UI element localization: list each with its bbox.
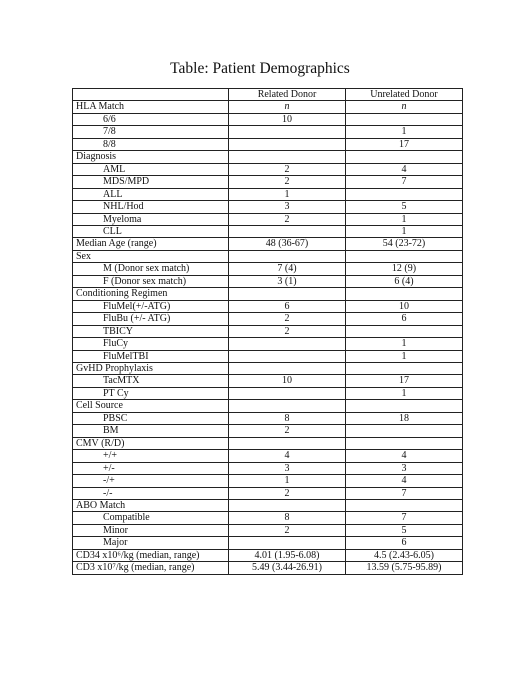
unrelated-donor-cell: 7 (346, 487, 463, 499)
row-label-cell: FluCy (73, 338, 229, 350)
table-row (73, 238, 463, 250)
unrelated-donor-cell: 1 (346, 225, 463, 237)
table-row (73, 163, 463, 175)
related-donor-cell: 2 (229, 487, 346, 499)
row-label-cell: Cell Source (73, 400, 229, 412)
table-row (73, 375, 463, 387)
row-label-cell: Median Age (range) (73, 238, 229, 250)
unrelated-donor-cell: 5 (346, 524, 463, 536)
related-donor-cell (229, 537, 346, 549)
related-donor-cell: 2 (229, 325, 346, 337)
row-label-cell: -/+ (73, 475, 229, 487)
table-row (73, 425, 463, 437)
unrelated-donor-cell: 5 (346, 201, 463, 213)
table-row (73, 412, 463, 424)
unrelated-donor-cell (346, 288, 463, 300)
related-donor-cell: 10 (229, 375, 346, 387)
related-donor-cell: 8 (229, 412, 346, 424)
table-row (73, 325, 463, 337)
related-donor-cell: 2 (229, 176, 346, 188)
related-donor-cell (229, 499, 346, 511)
related-donor-cell (229, 437, 346, 449)
related-donor-cell (229, 400, 346, 412)
table-row (73, 225, 463, 237)
column-header-related-donor: Related Donor (229, 89, 346, 101)
table-row (73, 176, 463, 188)
related-donor-cell: 1 (229, 475, 346, 487)
table-row (73, 499, 463, 511)
unrelated-donor-cell: 12 (9) (346, 263, 463, 275)
related-donor-cell: 48 (36-67) (229, 238, 346, 250)
related-donor-cell: 5.49 (3.44-26.91) (229, 562, 346, 574)
related-donor-cell: 2 (229, 524, 346, 536)
related-donor-cell (229, 126, 346, 138)
row-label-cell: Conditioning Regimen (73, 288, 229, 300)
row-label-cell: FluMelTBI (73, 350, 229, 362)
unrelated-donor-cell (346, 437, 463, 449)
row-label-cell: 8/8 (73, 138, 229, 150)
unrelated-donor-cell (346, 151, 463, 163)
row-label-cell: +/- (73, 462, 229, 474)
unrelated-donor-cell (346, 400, 463, 412)
related-donor-cell: 3 (229, 462, 346, 474)
row-label-cell: Minor (73, 524, 229, 536)
row-label-cell: CLL (73, 225, 229, 237)
related-donor-cell (229, 362, 346, 374)
header-row (73, 89, 463, 101)
column-header-label (73, 89, 229, 101)
related-donor-cell (229, 350, 346, 362)
related-donor-cell (229, 250, 346, 262)
row-label-cell: ALL (73, 188, 229, 200)
table-row (73, 487, 463, 499)
table-row (73, 138, 463, 150)
related-donor-cell: 1 (229, 188, 346, 200)
row-label-cell: TBICY (73, 325, 229, 337)
related-donor-cell: 10 (229, 113, 346, 125)
table-row (73, 151, 463, 163)
unrelated-donor-cell: 3 (346, 462, 463, 474)
related-donor-cell (229, 288, 346, 300)
row-label-cell: CD34 x10⁶/kg (median, range) (73, 549, 229, 561)
row-label-cell: FluMel(+/-ATG) (73, 300, 229, 312)
unrelated-donor-cell: 13.59 (5.75-95.89) (346, 562, 463, 574)
unrelated-donor-cell: 4 (346, 450, 463, 462)
related-donor-cell: 4.01 (1.95-6.08) (229, 549, 346, 561)
table-header (73, 89, 463, 101)
table-row (73, 450, 463, 462)
table-title: Table: Patient Demographics (170, 60, 350, 77)
unrelated-donor-cell: 1 (346, 338, 463, 350)
unrelated-donor-cell (346, 188, 463, 200)
table-row (73, 462, 463, 474)
table-row (73, 126, 463, 138)
row-label-cell: Diagnosis (73, 151, 229, 163)
table-row (73, 313, 463, 325)
related-donor-cell: 2 (229, 163, 346, 175)
related-donor-cell (229, 225, 346, 237)
table-row (73, 300, 463, 312)
unrelated-donor-cell: 4 (346, 475, 463, 487)
related-donor-cell: n (229, 101, 346, 113)
table-row (73, 275, 463, 287)
unrelated-donor-cell: 6 (346, 313, 463, 325)
unrelated-donor-cell: 17 (346, 375, 463, 387)
unrelated-donor-cell: 4 (346, 163, 463, 175)
unrelated-donor-cell: 18 (346, 412, 463, 424)
table-row (73, 113, 463, 125)
unrelated-donor-cell: 1 (346, 213, 463, 225)
row-label-cell: PBSC (73, 412, 229, 424)
unrelated-donor-cell: 1 (346, 126, 463, 138)
table-body (73, 101, 463, 574)
table-row (73, 201, 463, 213)
related-donor-cell (229, 387, 346, 399)
table-row (73, 263, 463, 275)
table-row (73, 387, 463, 399)
unrelated-donor-cell (346, 250, 463, 262)
row-label-cell: BM (73, 425, 229, 437)
unrelated-donor-cell (346, 362, 463, 374)
row-label-cell: F (Donor sex match) (73, 275, 229, 287)
table-row (73, 475, 463, 487)
table-row (73, 549, 463, 561)
table-row (73, 437, 463, 449)
table-row (73, 338, 463, 350)
unrelated-donor-cell: 10 (346, 300, 463, 312)
related-donor-cell: 2 (229, 313, 346, 325)
related-donor-cell (229, 138, 346, 150)
row-label-cell: CMV (R/D) (73, 437, 229, 449)
table-row (73, 213, 463, 225)
unrelated-donor-cell: 7 (346, 176, 463, 188)
row-label-cell: M (Donor sex match) (73, 263, 229, 275)
row-label-cell: +/+ (73, 450, 229, 462)
table-row (73, 250, 463, 262)
related-donor-cell: 3 (1) (229, 275, 346, 287)
row-label-cell: TacMTX (73, 375, 229, 387)
row-label-cell: Compatible (73, 512, 229, 524)
table-row (73, 288, 463, 300)
table-row (73, 524, 463, 536)
row-label-cell: 7/8 (73, 126, 229, 138)
table-row (73, 188, 463, 200)
related-donor-cell: 2 (229, 425, 346, 437)
related-donor-cell (229, 151, 346, 163)
unrelated-donor-cell: 54 (23-72) (346, 238, 463, 250)
table-row (73, 101, 463, 113)
row-label-cell: -/- (73, 487, 229, 499)
unrelated-donor-cell (346, 499, 463, 511)
row-label-cell: GvHD Prophylaxis (73, 362, 229, 374)
row-label-cell: MDS/MPD (73, 176, 229, 188)
unrelated-donor-cell (346, 325, 463, 337)
unrelated-donor-cell: n (346, 101, 463, 113)
related-donor-cell: 7 (4) (229, 263, 346, 275)
unrelated-donor-cell: 1 (346, 387, 463, 399)
related-donor-cell: 8 (229, 512, 346, 524)
related-donor-cell (229, 338, 346, 350)
unrelated-donor-cell: 6 (4) (346, 275, 463, 287)
unrelated-donor-cell: 6 (346, 537, 463, 549)
row-label-cell: Myeloma (73, 213, 229, 225)
demographics-table (72, 88, 463, 575)
table-row (73, 562, 463, 574)
related-donor-cell: 4 (229, 450, 346, 462)
row-label-cell: HLA Match (73, 101, 229, 113)
unrelated-donor-cell: 7 (346, 512, 463, 524)
column-header-unrelated-donor: Unrelated Donor (346, 89, 463, 101)
row-label-cell: ABO Match (73, 499, 229, 511)
table-row (73, 512, 463, 524)
row-label-cell: 6/6 (73, 113, 229, 125)
table-row (73, 350, 463, 362)
unrelated-donor-cell (346, 113, 463, 125)
table-row (73, 362, 463, 374)
unrelated-donor-cell: 4.5 (2.43-6.05) (346, 549, 463, 561)
row-label-cell: Major (73, 537, 229, 549)
unrelated-donor-cell (346, 425, 463, 437)
related-donor-cell: 2 (229, 213, 346, 225)
related-donor-cell: 6 (229, 300, 346, 312)
unrelated-donor-cell: 17 (346, 138, 463, 150)
row-label-cell: NHL/Hod (73, 201, 229, 213)
unrelated-donor-cell: 1 (346, 350, 463, 362)
related-donor-cell: 3 (229, 201, 346, 213)
row-label-cell: AML (73, 163, 229, 175)
table-row (73, 400, 463, 412)
table-row (73, 537, 463, 549)
row-label-cell: Sex (73, 250, 229, 262)
row-label-cell: CD3 x10⁷/kg (median, range) (73, 562, 229, 574)
row-label-cell: FluBu (+/- ATG) (73, 313, 229, 325)
row-label-cell: PT Cy (73, 387, 229, 399)
